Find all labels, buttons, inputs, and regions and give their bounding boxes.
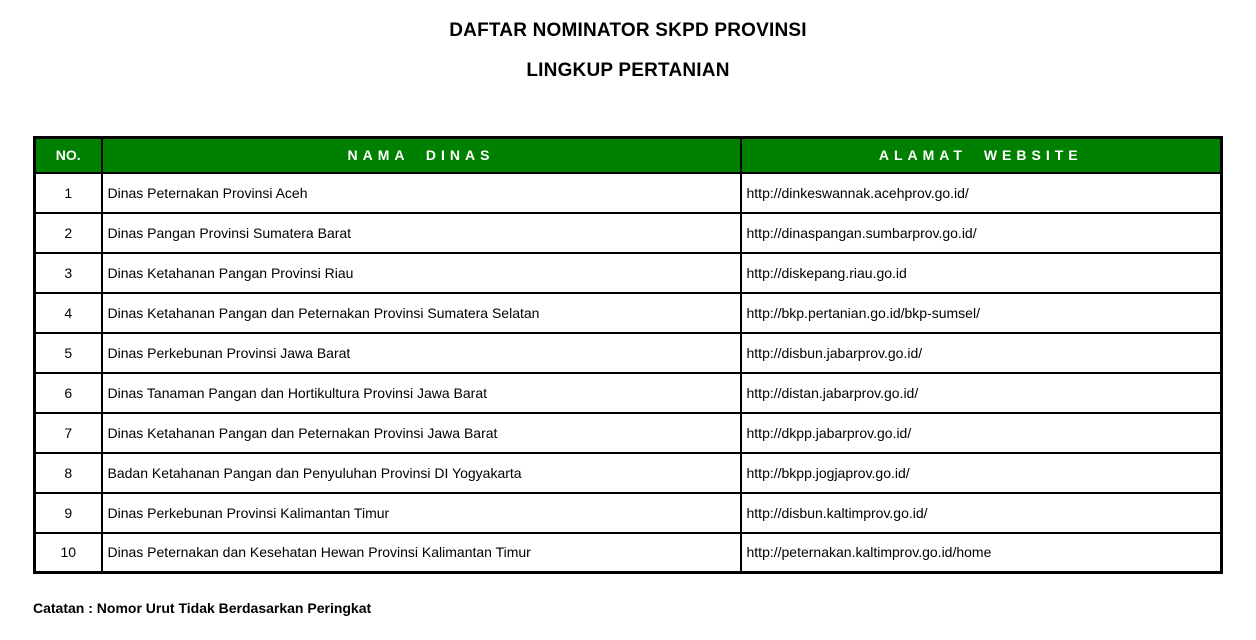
dinas-name: Dinas Perkebunan Provinsi Kalimantan Timur [102, 493, 741, 533]
table-row [35, 373, 1222, 413]
row-number: 10 [35, 533, 102, 573]
website-url: http://dinkeswannak.acehprov.go.id/ [741, 173, 1222, 213]
footnote: Catatan : Nomor Urut Tidak Berdasarkan Peringkat [33, 600, 372, 616]
row-number: 6 [35, 373, 102, 413]
table-body [35, 173, 1222, 573]
nominator-table [33, 136, 1223, 574]
col-header-no: NO. [35, 138, 102, 173]
row-number: 8 [35, 453, 102, 493]
col-header-nama-dinas: NAMA DINAS [102, 138, 741, 173]
row-number: 4 [35, 293, 102, 333]
dinas-name: Dinas Perkebunan Provinsi Jawa Barat [102, 333, 741, 373]
table-row [35, 333, 1222, 373]
col-header-alamat-website: ALAMAT WEBSITE [741, 138, 1222, 173]
table-row [35, 173, 1222, 213]
website-url: http://dinaspangan.sumbarprov.go.id/ [741, 213, 1222, 253]
website-url: http://bkp.pertanian.go.id/bkp-sumsel/ [741, 293, 1222, 333]
website-url: http://bkpp.jogjaprov.go.id/ [741, 453, 1222, 493]
dinas-name: Dinas Ketahanan Pangan Provinsi Riau [102, 253, 741, 293]
table-row [35, 493, 1222, 533]
page-subtitle: LINGKUP PERTANIAN [526, 60, 730, 81]
website-url: http://distan.jabarprov.go.id/ [741, 373, 1222, 413]
website-url: http://disbun.jabarprov.go.id/ [741, 333, 1222, 373]
website-url: http://diskepang.riau.go.id [741, 253, 1222, 293]
dinas-name: Dinas Tanaman Pangan dan Hortikultura Provinsi Jawa Barat [102, 373, 741, 413]
dinas-name: Dinas Ketahanan Pangan dan Peternakan Provinsi Sumatera Selatan [102, 293, 741, 333]
table-row [35, 453, 1222, 493]
table-row [35, 213, 1222, 253]
dinas-name: Badan Ketahanan Pangan dan Penyuluhan Provinsi DI Yogyakarta [102, 453, 741, 493]
table-row [35, 253, 1222, 293]
table-row [35, 293, 1222, 333]
dinas-name: Dinas Peternakan Provinsi Aceh [102, 173, 741, 213]
row-number: 1 [35, 173, 102, 213]
row-number: 2 [35, 213, 102, 253]
website-url: http://peternakan.kaltimprov.go.id/home [741, 533, 1222, 573]
website-url: http://dkpp.jabarprov.go.id/ [741, 413, 1222, 453]
page-title: DAFTAR NOMINATOR SKPD PROVINSI [449, 20, 807, 41]
row-number: 3 [35, 253, 102, 293]
dinas-name: Dinas Pangan Provinsi Sumatera Barat [102, 213, 741, 253]
row-number: 7 [35, 413, 102, 453]
website-url: http://disbun.kaltimprov.go.id/ [741, 493, 1222, 533]
dinas-name: Dinas Peternakan dan Kesehatan Hewan Provinsi Kalimantan Timur [102, 533, 741, 573]
table-row [35, 533, 1222, 573]
table-header-row [35, 138, 1222, 173]
dinas-name: Dinas Ketahanan Pangan dan Peternakan Provinsi Jawa Barat [102, 413, 741, 453]
table-row [35, 413, 1222, 453]
row-number: 9 [35, 493, 102, 533]
row-number: 5 [35, 333, 102, 373]
